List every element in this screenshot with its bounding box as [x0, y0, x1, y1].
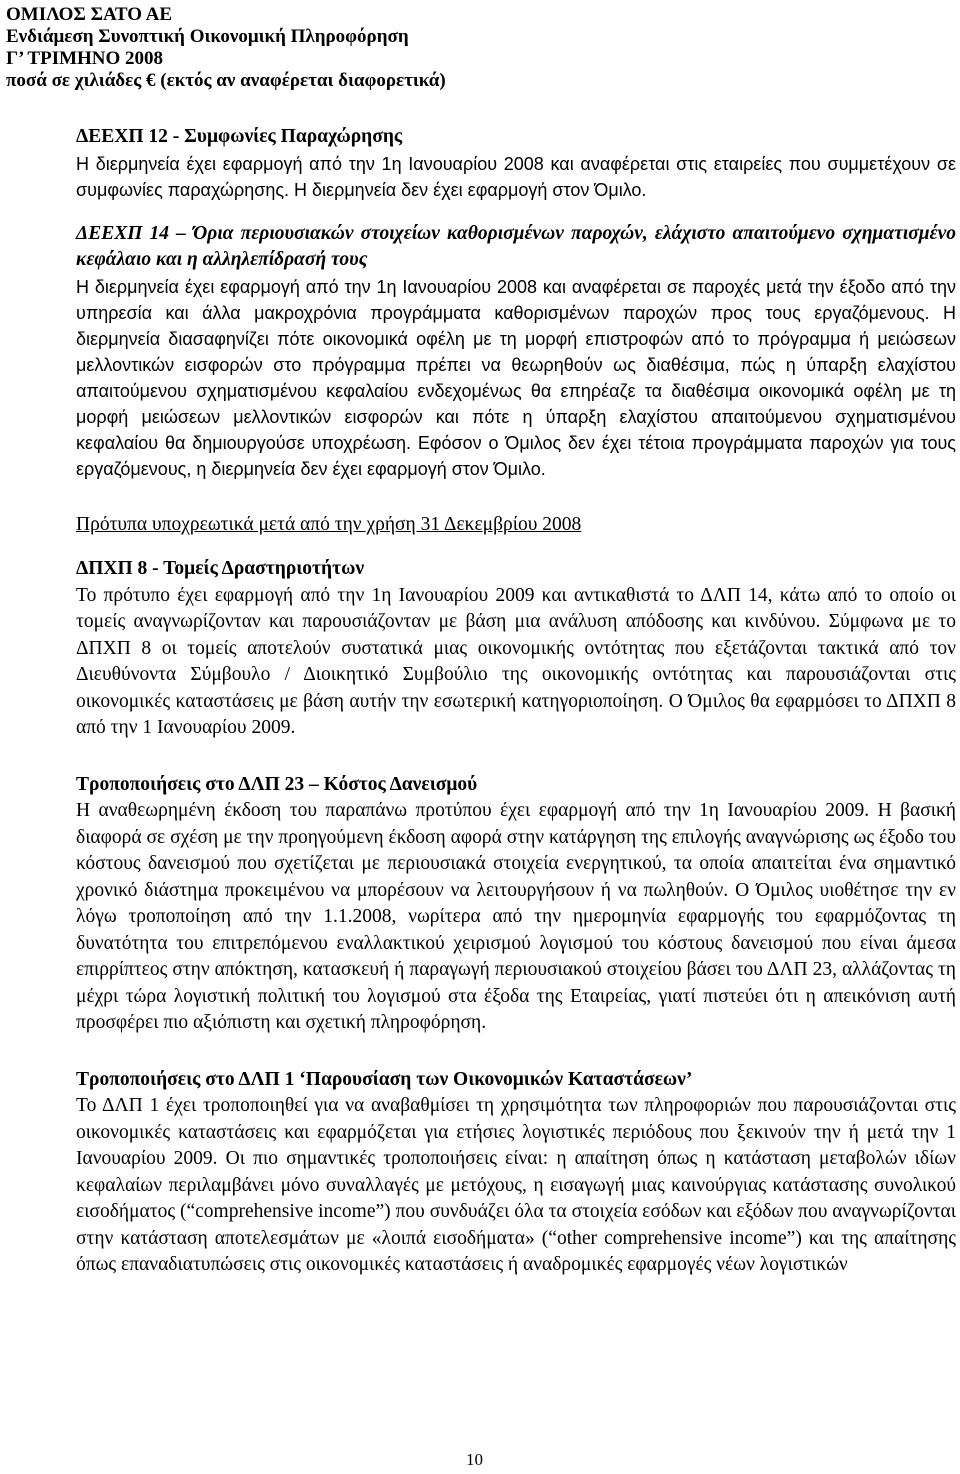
section-heading: ΔΕΕΧΠ 14 – Όρια περιουσιακών στοιχείων καθορισμένων παροχών, ελάχιστο απαιτούμενο σχηματισμένο κεφάλαιο και η αλληλεπίδρασή τους — [76, 222, 956, 270]
section-text: Η διερμηνεία έχει εφαρμογή από την 1η Ιανουαρίου 2008 και αναφέρεται στις εταιρείες που συμμετέχουν σε συμφωνίες παραχώρησης. Η διερμηνεία δεν έχει εφαρμογή στον Όμιλο. — [76, 153, 956, 200]
section-text: Το ΔΛΠ 1 έχει τροποποιηθεί για να αναβαθμίσει τη χρησιμότητα των πληροφοριών που παρουσιάζονται στις οικονομικές καταστάσεις και εφαρμόζεται για ετήσιες λογιστικές περιόδους που ξεκινούν την ή μετά την 1 Ιανουαρίου 2009. Οι πιο σημαντικές τροποποιήσεις είναι: η απαίτηση όπως η κατάσταση μεταβολών ιδίων κεφαλαίων περιλαμβάνει μόνο συναλλαγές με μετόχους, η εισαγωγή μιας καινούργιας κατάστασης συνολικού εισοδήματος (“comprehensive income”) που συνδυάζει όλα τα στοιχεία εσόδων και εξόδων που αναγνωρίζονται στην κατάσταση αποτελεσμάτων με «λοιπά εισοδήματα» (“other comprehensive income”) και της απαίτησης όπως επαναδιατυπώσεις στις οικονομικές καταστάσεις ή αναδρομικές εφαρμογές νέων λογιστικών — [76, 1095, 956, 1275]
section-heading: ΔΠΧΠ 8 - Τομείς Δραστηριοτήτων — [76, 558, 365, 579]
section-text: Η διερμηνεία έχει εφαρμογή από την 1η Ιανουαρίου 2008 και αναφέρεται σε παροχές μετά την έξοδο από την υπηρεσία και άλλα μακροχρόνια προγράμματα καθορισμένων παροχών προς τους εργαζόμενους. Η διερμηνεία διασαφηνίζει πότε οικονομικά οφέλη με τη μορφή επιστροφών από το πρόγραμμα ή μειώσεων μελλοντικών εισφορών στο πρόγραμμα πρέπει να θεωρηθούν ως διαθέσιμα, πώς η ύπαρξη ελαχίστου απαιτούμενου σχηματισμένου κεφαλαίου ενδεχομένως θα επηρέαζε τα διαθέσιμα οικονομικά οφέλη με τη μορφή μειώσεων μελλοντικών εισφορών και πότε η ύπαρξη ελαχίστου απαιτούμενου σχηματισμένου κεφαλαίου θα δημιουργούσε υποχρέωση. Εφόσον ο Όμιλος δεν έχει τέτοια προγράμματα παροχών για τους εργαζόμενους, η διερμηνεία δεν έχει εφαρμογή στον Όμιλο. — [76, 276, 956, 479]
section-text: Το πρότυπο έχει εφαρμογή από την 1η Ιανουαρίου 2009 και αντικαθιστά το ΔΛΠ 14, κάτω από το οποίο οι τομείς αναγνωρίζονταν και παρουσιάζονταν με βάση μια ανάλυση απόδοσης και κινδύνου. Σύμφωνα με το ΔΠΧΠ 8 οι τομείς αποτελούν συστατικά μιας οικονομικής οντότητας που εξετάζονται τακτικά από τον Διευθύνοντα Σύμβουλο / Διοικητικό Συμβούλιο της οικονομικής οντότητας και παρουσιάζονται στις οικονομικές καταστάσεις με βάση αυτήν την εσωτερική κατηγοριοποίηση. Ο Όμιλος θα εφαρμόσει το ΔΠΧΠ 8 από την 1 Ιανουαρίου 2009. — [76, 584, 956, 738]
currency-note: ποσά σε χιλιάδες € (εκτός αν αναφέρεται διαφορετικά) — [6, 70, 446, 91]
subsection-title: Πρότυπα υποχρεωτικά μετά από την χρήση 31 Δεκεμβρίου 2008 — [76, 513, 582, 535]
section-heading: ΔΕΕΧΠ 12 - Συμφωνίες Παραχώρησης — [76, 126, 403, 147]
section-ifric-14 — [76, 221, 956, 482]
section-ifric-12 — [76, 124, 956, 203]
report-period: Γ’ ΤΡΙΜΗΝΟ 2008 — [6, 48, 164, 69]
section-ias-1 — [76, 1067, 956, 1279]
section-heading: Τροποποιήσεις στο ΔΛΠ 1 ‘Παρουσίαση των Οικονομικών Καταστάσεων’ — [76, 1068, 693, 1090]
section-ifrs-8 — [76, 556, 956, 742]
report-title: Ενδιάμεση Συνοπτική Οικονομική Πληροφόρηση — [6, 26, 409, 47]
page-number: 10 — [466, 1450, 483, 1469]
document-body — [76, 124, 956, 1279]
section-heading: Τροποποιήσεις στο ΔΛΠ 23 – Κόστος Δανεισμού — [76, 773, 478, 795]
company-name: ΟΜΙΛΟΣ ΣΑΤΟ ΑΕ — [6, 4, 173, 25]
section-text: Η αναθεωρημένη έκδοση του παραπάνω προτύπου έχει εφαρμογή από την 1η Ιανουαρίου 2009. Η βασική διαφορά σε σχέση με την προηγούμενη έκδοση αφορά στην κατάργηση της επιλογής αναγνώρισης ως έξοδο του κόστους δανεισμού που σχετίζεται με περιουσιακά στοιχεία ενεργητικού, τα οποία απαιτείται ένα σημαντικό χρονικό διάστημα προκειμένου να μπορέσουν να λειτουργήσουν ή να πωληθούν. Ο Όμιλος υιοθέτησε την εν λόγω τροποποίηση από την 1.1.2008, νωρίτερα από την ημερομηνία εφαρμογής του εφαρμόζοντας τη δυνατότητα του επιτρεπόμενου εναλλακτικού χειρισμού λογισμού του κόστους δανεισμού που είναι άμεσα επιρρίπτεος στην απόκτηση, κατασκευή ή παραγωγή περιουσιακού στοιχείου βάσει του ΔΛΠ 23, αλλάζοντας τη μέχρι τώρα λογιστική πολιτική του λογισμού στα έξοδα της Εταιρείας, γιατί πιστεύει ότι η απεικόνιση αυτή προσφέρει πιο αξιόπιστη και σχετική πληροφόρηση. — [76, 800, 956, 1033]
document-header — [6, 4, 706, 92]
section-ias-23 — [76, 772, 956, 1037]
